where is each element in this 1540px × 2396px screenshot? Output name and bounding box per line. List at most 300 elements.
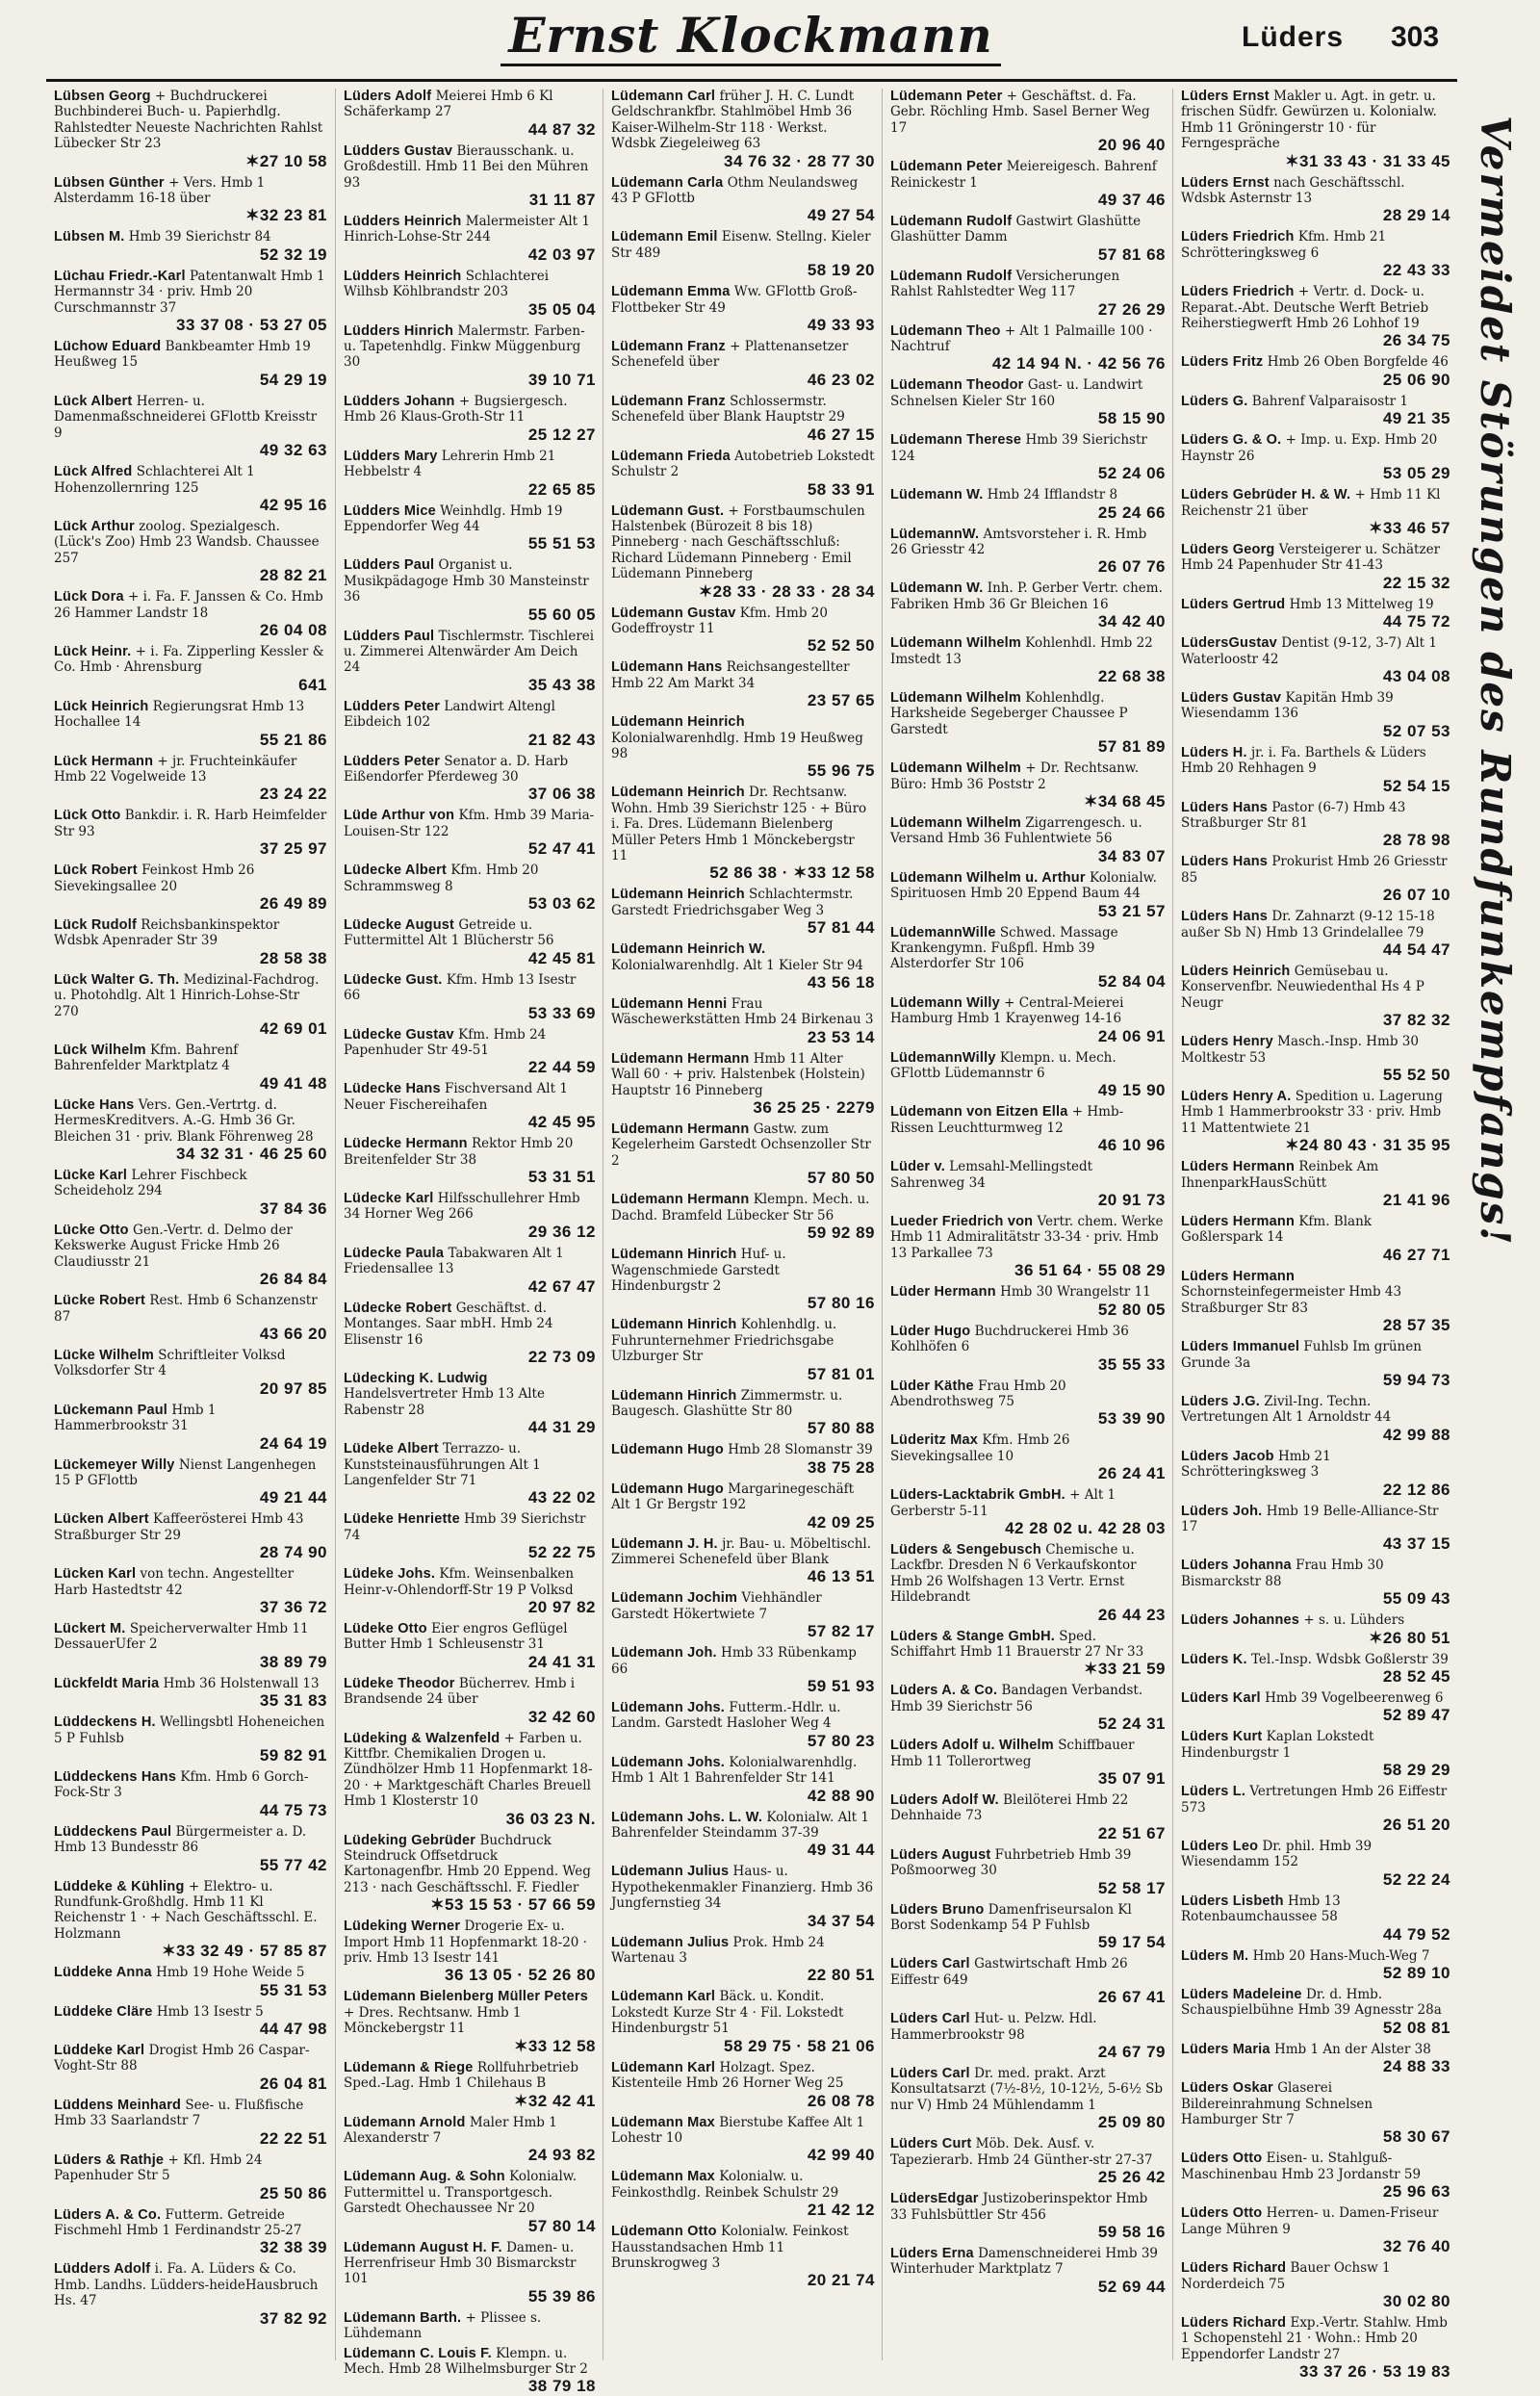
directory-entry — [336, 323, 603, 390]
entry-details: Organist u. Musikpädagoge Hmb 30 Mansteinstr 36 — [344, 557, 589, 605]
entry-phone: 26 84 84 — [259, 1270, 327, 1289]
directory-entry — [603, 1645, 883, 1696]
entry-details: Klempn. u. Mech. Hmb 28 Wilhelmsburger Str 2 — [344, 2345, 588, 2377]
entry-details: Kfm. Hmb 20 Schrammsweg 8 — [344, 863, 539, 894]
directory-entry — [46, 589, 335, 640]
entry-details: Patentanwalt Hmb 1 Hermannstr 34 · priv. Hmb 20 Curschmannstr 37 — [54, 268, 325, 316]
directory-entry — [603, 1051, 883, 1118]
entry-details: Gemüsebau u. Konservenfbr. Neuwiedenthal Hs 4 P Neugr — [1181, 964, 1424, 1011]
entry-phone: 38 89 79 — [259, 1652, 327, 1671]
directory-entry — [46, 1621, 335, 1672]
entry-name: Lüdeking & Walzenfeld — [344, 1730, 500, 1746]
directory-entry — [603, 175, 883, 226]
directory-entry — [883, 1542, 1173, 1625]
entry-phone: 22 51 67 — [1097, 1823, 1166, 1842]
directory-entry — [1173, 909, 1458, 960]
directory-column — [1172, 89, 1458, 2382]
entry-name: Lüde Arthur von — [344, 808, 455, 824]
entry-details: Drogist Hmb 26 Caspar-Voght-Str 88 — [54, 2043, 310, 2074]
entry-details: Damen- u. Herrenfriseur Hmb 30 Bismarckstr 101 — [344, 2239, 577, 2287]
entry-phone: 26 07 76 — [1097, 557, 1166, 577]
directory-entry — [46, 1769, 335, 1820]
entry-details: Hmb 28 Slomanstr 39 — [728, 1442, 873, 1458]
entry-phone: 59 51 93 — [807, 1677, 875, 1695]
entry-details: Bierstube Kaffee Alt 1 Lohestr 10 — [611, 2114, 865, 2146]
directory-entry — [1173, 690, 1458, 741]
entry-details: Frau Wäschewerkstätten Hmb 24 Birkenau 3 — [611, 996, 874, 1028]
entry-details: Kfm. Blank Goßlerspark 14 — [1181, 1214, 1372, 1246]
directory-entry — [883, 1159, 1173, 1210]
directory-entry — [883, 1214, 1173, 1280]
entry-phone: 52 07 53 — [1382, 721, 1450, 740]
entry-name: Lüdders Gustav — [344, 142, 453, 159]
entry-details: Hmb 39 Sierichstr 84 — [128, 229, 271, 245]
directory-entry — [46, 1714, 335, 1765]
directory-column — [882, 89, 1173, 2360]
entry-name: Lüdecke Paula — [344, 1245, 445, 1261]
directory-entry — [46, 1511, 335, 1562]
directory-entry — [883, 487, 1173, 522]
directory-entry — [603, 1317, 883, 1383]
directory-entry — [336, 1511, 603, 1562]
entry-phone: 52 89 10 — [1382, 1964, 1450, 1983]
directory-entry — [46, 2207, 335, 2258]
entry-details: + Alt 1 Gerberstr 5-11 — [890, 1487, 1116, 1519]
directory-entry — [1173, 89, 1458, 171]
entry-phone: 36 03 23 N. — [505, 1809, 596, 1828]
entry-phone: 58 29 29 — [1382, 1761, 1450, 1780]
directory-entry — [46, 175, 335, 226]
directory-entry — [1173, 1034, 1458, 1085]
entry-phone: 57 80 16 — [807, 1294, 875, 1313]
entry-phone: 59 58 16 — [1097, 2222, 1166, 2241]
entry-name: Lüders Georg — [1181, 541, 1275, 557]
directory-entry — [336, 1371, 603, 1437]
entry-name: Lüdders Paul — [344, 628, 435, 644]
entry-details: früher J. H. C. Lundt Geldschrankfbr. Stahlmöbel Hmb 36 Kaiser-Wilhelm-Str 118 · Werkst. Wdsbk Ziegeleiweg 63 — [611, 89, 855, 152]
entry-details: Inh. P. Gerber Vertr. chem. Fabriken Hmb 36 Gr Bleichen 16 — [890, 580, 1163, 612]
entry-name: Lüdemann Julius — [611, 1934, 730, 1950]
entry-name: Lüders Hans — [1181, 909, 1269, 925]
directory-entry — [46, 2004, 335, 2039]
entry-name: LüdemannWille — [890, 924, 996, 940]
directory-entry — [883, 89, 1173, 155]
directory-entry — [46, 89, 335, 171]
directory-entry — [336, 1566, 603, 1617]
entry-name: Lüdemann Wilhelm — [890, 689, 1021, 706]
entry-phone: 34 83 07 — [1097, 846, 1166, 865]
entry-name: Lücke Wilhelm — [54, 1347, 154, 1363]
entry-name: Lück Dora — [54, 589, 124, 605]
entry-name: Lüders Adolf u. Wilhelm — [890, 1738, 1054, 1754]
entry-name: Lüders Bruno — [890, 1901, 985, 1918]
entry-phone: 49 37 46 — [1097, 191, 1166, 210]
entry-phone: 26 44 23 — [1097, 1605, 1166, 1624]
entry-phone: 52 80 05 — [1097, 1300, 1166, 1319]
entry-phone: ✶27 10 58 — [245, 151, 327, 170]
entry-details: Kolonialw. Alt 1 Bahrenfelder Steindamm 37-39 — [611, 1809, 869, 1842]
directory-entry — [1173, 1612, 1458, 1647]
entry-phone: 37 25 97 — [259, 839, 327, 859]
entry-phone: 46 27 15 — [807, 425, 875, 444]
entry-name: Lüdemann Rudolf — [890, 214, 1013, 230]
page-header — [0, 0, 1540, 71]
entry-phone: 53 39 90 — [1097, 1409, 1166, 1429]
directory-entry — [1173, 394, 1458, 428]
entry-details: Kohlenhdl. Hmb 22 Imstedt 13 — [890, 635, 1153, 667]
entry-name: Lück Wilhelm — [54, 1043, 146, 1059]
entry-name: Lüders Erna — [890, 2245, 974, 2261]
entry-phone: ✶26 80 51 — [1369, 1628, 1450, 1647]
entry-name: Lüdders Peter — [344, 698, 441, 714]
entry-details: Hmb 26 Oben Borgfelde 46 — [1267, 354, 1449, 371]
entry-name: Lückemann Paul — [54, 1402, 168, 1418]
entry-details: Gen.-Vertr. d. Delmo der Kekswerke August Fricke Hmb 26 Claudiusstr 21 — [54, 1222, 293, 1270]
entry-details: i. Fa. A. Lüders & Co. Hmb. Landhs. Lüdders-heideHausbruch Hs. 47 — [54, 2261, 319, 2309]
entry-phone: 27 26 29 — [1097, 299, 1166, 319]
entry-phone: 55 60 05 — [527, 605, 596, 624]
entry-phone: 49 27 54 — [807, 206, 875, 225]
entry-details: Futterm.-Hdlr. u. Landm. Garstedt Hasloher Weg 4 — [611, 1700, 841, 1732]
entry-details: Justizoberinspektor Hmb 33 Fuhlsbüttler Str 456 — [890, 2191, 1148, 2223]
entry-phone: 26 49 89 — [259, 894, 327, 913]
entry-phone: 44 54 47 — [1382, 940, 1450, 959]
entry-phone: 55 96 75 — [807, 761, 875, 781]
entry-phone: 53 21 57 — [1097, 901, 1166, 920]
entry-details: Kolonialw. Futtermittel u. Transportgesch. Garstedt Ohechaussee Nr 20 — [344, 2169, 578, 2217]
entry-details: Rektor Hmb 20 Breitenfelder Str 38 — [344, 1136, 574, 1168]
directory-entry — [1173, 635, 1458, 686]
entry-phone: 52 54 15 — [1382, 776, 1450, 795]
entry-details: Kapitän Hmb 39 Wiesendamm 136 — [1181, 689, 1394, 722]
entry-phone: ✶32 42 41 — [514, 2091, 596, 2110]
entry-name: Lüders G. & O. — [1181, 432, 1282, 449]
directory-entry — [1173, 229, 1458, 280]
directory-entry — [883, 2136, 1173, 2187]
entry-details: Möb. Dek. Ausf. v. Tapezierarb. Hmb 24 Günther-str 27-37 — [890, 2136, 1153, 2168]
directory-entry — [883, 1050, 1173, 1101]
entry-phone: 23 24 22 — [259, 785, 327, 804]
entry-details: Huf- u. Wagenschmiede Garstedt Hindenburgstr 2 — [611, 1247, 786, 1294]
entry-phone: 52 08 81 — [1382, 2018, 1450, 2037]
directory-entry — [336, 1621, 603, 1672]
entry-name: Lück Robert — [54, 863, 138, 879]
entry-phone: 28 82 21 — [259, 566, 327, 585]
entry-phone: 26 34 75 — [1382, 331, 1450, 350]
directory-entry — [336, 1191, 603, 1242]
directory-entry — [603, 503, 883, 602]
entry-phone: 59 17 54 — [1097, 1933, 1166, 1952]
entry-phone: 55 09 43 — [1382, 1589, 1450, 1609]
directory-entry — [1173, 1987, 1458, 2038]
entry-phone: 25 50 86 — [259, 2183, 327, 2203]
entry-name: Lück Heinr. — [54, 643, 132, 659]
entry-details: Eisen- u. Stahlguß-Maschinenbau Hmb 23 Jordanstr 59 — [1181, 2151, 1422, 2182]
entry-name: Lüdemann Bielenberg Müller Peters — [344, 1989, 588, 2005]
entry-name: Lücken Karl — [54, 1566, 137, 1583]
entry-name: Lüders Johannes — [1181, 1612, 1300, 1629]
directory-entry — [1173, 1159, 1458, 1210]
entry-details: + Central-Meierei Hamburg Hmb 1 Krayenweg 14-16 — [890, 994, 1124, 1027]
entry-name: Lüders G. — [1181, 393, 1248, 409]
entry-details: Malermeister Alt 1 Hinrich-Lohse-Str 244 — [344, 214, 590, 245]
entry-phone: 46 13 51 — [807, 1567, 875, 1586]
directory-entry — [1173, 1729, 1458, 1780]
entry-phone: 25 26 42 — [1097, 2168, 1166, 2187]
entry-phone: 42 45 95 — [527, 1113, 596, 1132]
entry-name: Lüdemann Willy — [890, 994, 1000, 1011]
entry-name: Lüdemann Otto — [611, 2224, 717, 2240]
directory-entry — [1173, 2205, 1458, 2256]
directory-entry — [1173, 1504, 1458, 1555]
directory-entry — [336, 699, 603, 750]
directory-entry — [883, 269, 1173, 320]
entry-phone: ✶33 46 57 — [1369, 518, 1450, 537]
entry-details: Reichsangestellter Hmb 22 Am Markt 34 — [611, 659, 850, 691]
entry-details: Eisenw. Stellng. Kieler Str 489 — [611, 229, 871, 261]
entry-name: Lückemeyer Willy — [54, 1456, 175, 1473]
directory-entry — [1173, 1839, 1458, 1890]
entry-phone: 24 67 79 — [1097, 2043, 1166, 2062]
directory-entry — [1173, 2151, 1458, 2202]
directory-entry — [46, 1824, 335, 1875]
entry-name: Lüdeke Henriette — [344, 1511, 460, 1528]
entry-phone: 22 80 51 — [807, 1966, 875, 1985]
entry-details: jr. Bau- u. Möbeltischl. Zimmerei Schenefeld über Blank — [611, 1535, 872, 1567]
entry-phone: 43 56 18 — [807, 973, 875, 992]
directory-entry — [46, 1293, 335, 1344]
entry-phone: 52 32 19 — [259, 245, 327, 264]
entry-phone: 37 84 36 — [259, 1198, 327, 1218]
entry-name: Lüder Hermann — [890, 1284, 996, 1301]
entry-name: Lüdemann Theo — [890, 322, 1001, 339]
entry-phone: 39 10 71 — [527, 370, 596, 389]
directory-entry — [1173, 354, 1458, 389]
entry-phone: 43 22 02 — [527, 1488, 596, 1507]
entry-details: Meierei Hmb 6 Kl Schäferkamp 27 — [344, 89, 553, 120]
directory-entry — [603, 339, 883, 390]
entry-name: Lüdemann Heinrich — [611, 887, 745, 903]
entry-details: Hilfsschullehrer Hmb 34 Horner Weg 266 — [344, 1191, 580, 1223]
directory-entry — [336, 143, 603, 210]
brand-underline — [500, 64, 1001, 66]
entry-details: Makler u. Agt. in getr. u. frischen Südfr. Gewürzen u. Kolonialw. Hmb 11 Gröningerstr 10 · für Ferngespräche — [1181, 89, 1437, 152]
entry-name: LüdersEdgar — [890, 2191, 979, 2207]
entry-name: Lüdecke Robert — [344, 1300, 452, 1316]
entry-name: Lüdders Heinrich — [344, 268, 462, 284]
entry-name: Lüdemann Jochim — [611, 1590, 738, 1607]
entry-name: Lüders Carl — [890, 2011, 970, 2027]
entry-phone: 42 45 81 — [527, 948, 596, 967]
directory-entry — [1173, 800, 1458, 851]
entry-phone: 49 31 44 — [807, 1841, 875, 1860]
entry-phone: 22 43 33 — [1382, 261, 1450, 280]
directory-entry — [336, 972, 603, 1023]
directory-entry — [336, 2240, 603, 2306]
directory-entry — [603, 1442, 883, 1477]
directory-entry — [883, 2066, 1173, 2132]
entry-name: Lüdemann Johs. — [611, 1700, 726, 1715]
entry-phone: 49 41 48 — [259, 1073, 327, 1093]
directory-column — [335, 89, 603, 2396]
entry-details: Hmb 13 Isestr 5 — [156, 2003, 264, 2020]
entry-name: Lüders Gertrud — [1181, 596, 1286, 612]
entry-phone: 21 41 96 — [1382, 1191, 1450, 1210]
entry-details: Lehrerin Hmb 21 Hebbelstr 4 — [344, 448, 556, 480]
entry-phone: 46 10 96 — [1097, 1136, 1166, 1155]
entry-name: Lüdemann Hugo — [611, 1442, 724, 1458]
entry-phone: 641 — [298, 675, 327, 694]
directory-entry — [46, 1043, 335, 1094]
entry-phone: 58 30 67 — [1382, 2127, 1450, 2147]
entry-phone: 34 37 54 — [807, 1911, 875, 1930]
entry-name: Lüdemann Carl — [611, 89, 716, 104]
entry-details: Hmb 21 Schrötteringksweg 3 — [1181, 1448, 1331, 1481]
entry-phone: 31 11 87 — [528, 191, 596, 210]
entry-phone: 42 99 40 — [807, 2146, 875, 2165]
directory-entry — [1173, 542, 1458, 593]
entry-name: Lüdemann von Eitzen Ella — [890, 1104, 1068, 1121]
entry-name: Lüddeke Cläre — [54, 2003, 153, 2020]
entry-details: Kfm. Hmb 39 Maria-Louisen-Str 122 — [344, 808, 595, 839]
directory-entry — [603, 2224, 883, 2290]
directory-entry — [883, 377, 1173, 428]
entry-phone: 20 96 40 — [1097, 136, 1166, 155]
entry-phone: 33 37 08 · 53 27 05 — [176, 316, 327, 335]
entry-name: Lüdemann Karl — [611, 1989, 716, 2005]
entry-phone: 55 51 53 — [527, 534, 596, 554]
entry-details: Kolonialwarenhdlg. Alt 1 Kieler Str 94 — [611, 957, 863, 973]
entry-name: Lüdemann Hinrich — [611, 1387, 737, 1404]
entry-phone: 59 92 89 — [807, 1224, 875, 1243]
directory-entry — [603, 1989, 883, 2055]
entry-name: Lück Arthur — [54, 518, 135, 534]
entry-name: Lüdemann Aug. & Sohn — [344, 2169, 505, 2185]
entry-details: nach Geschäftsschl. Wdsbk Asternstr 13 — [1181, 174, 1405, 207]
entry-name: Lüders Hermann — [1181, 1159, 1296, 1175]
entry-details: Kolonialwarenhdlg. Hmb 19 Heußweg 98 — [611, 730, 863, 761]
directory-entry — [46, 269, 335, 335]
entry-details: Lehrer Fischbeck Scheideholz 294 — [54, 1168, 247, 1199]
entry-phone: 52 22 75 — [527, 1543, 596, 1562]
directory-columns — [46, 89, 1457, 2396]
entry-details: Othm Neulandsweg 43 P GFlottb — [611, 174, 859, 207]
entry-name: Lüder v. — [890, 1159, 945, 1175]
entry-name: Lüdemann W. — [890, 580, 984, 597]
directory-entry — [883, 2191, 1173, 2242]
entry-phone: 34 76 32 · 28 77 30 — [724, 151, 875, 170]
entry-name: Lüdecke Karl — [344, 1191, 434, 1207]
directory-entry — [46, 754, 335, 805]
directory-entry — [46, 1566, 335, 1617]
directory-entry — [336, 1301, 603, 1367]
entry-details: Hut- u. Pelzw. Hdl. Hammerbrookstr 98 — [890, 2011, 1097, 2043]
entry-name: Lüders Immanuel — [1181, 1339, 1300, 1355]
entry-details: Sped. Schiffahrt Hmb 11 Brauerstr 27 Nr 33 — [890, 1628, 1144, 1660]
entry-details: Landwirt Altengl Eibdeich 102 — [344, 698, 555, 731]
directory-entry — [603, 785, 883, 883]
entry-name: Lüdemann Peter — [890, 159, 1003, 175]
entry-name: Lüdders Adolf — [54, 2261, 151, 2278]
entry-details: Kfm. Hmb 6 Gorch-Fock-Str 3 — [54, 1769, 309, 1801]
entry-phone: 25 06 90 — [1382, 370, 1450, 389]
directory-entry — [336, 1027, 603, 1078]
entry-name: Lüders August — [890, 1846, 991, 1863]
entry-details: Fuhlsb Im grünen Grunde 3a — [1181, 1339, 1422, 1371]
entry-details: Viehhändler Garstedt Hökertwiete 7 — [611, 1590, 822, 1622]
entry-details: Hmb 36 Holstenwall 13 — [163, 1675, 320, 1691]
entry-name: Lüders A. & Co. — [54, 2206, 162, 2223]
entry-details: Speicherverwalter Hmb 11 DessauerUfer 2 — [54, 1620, 309, 1653]
entry-name: Lüdemann Heinrich — [611, 785, 745, 801]
directory-entry — [336, 754, 603, 805]
entry-phone: 52 69 44 — [1097, 2277, 1166, 2296]
directory-entry — [46, 917, 335, 968]
entry-details: Hmb 39 Sierichstr 124 — [890, 432, 1147, 464]
directory-entry — [883, 690, 1173, 757]
entry-name: Lüders A. & Co. — [890, 1683, 998, 1699]
entry-details: Hmb 19 Hohe Weide 5 — [156, 1965, 305, 1981]
directory-entry — [603, 284, 883, 335]
entry-name: Lüdemann Barth. — [344, 2309, 462, 2326]
directory-entry — [1173, 1394, 1458, 1445]
entry-details: Vertretungen Hmb 26 Eiffestr 573 — [1181, 1784, 1448, 1816]
entry-details: Schiffbauer Hmb 11 Tollerortweg — [890, 1738, 1135, 1769]
directory-entry — [1173, 1948, 1458, 1983]
directory-entry — [46, 519, 335, 585]
directory-entry — [603, 1536, 883, 1587]
entry-details: Bankdir. i. R. Harb Heimfelder Str 93 — [54, 808, 327, 839]
entry-name: Lüders & Sengebusch — [890, 1541, 1041, 1558]
entry-name: Lübsen Günther — [54, 174, 165, 191]
entry-name: Lüders Henry A. — [1181, 1089, 1292, 1105]
entry-phone: 46 27 71 — [1382, 1245, 1450, 1264]
entry-phone: 52 52 50 — [807, 636, 875, 656]
entry-name: Lüders & Stange GmbH. — [890, 1628, 1055, 1644]
directory-entry — [1173, 1449, 1458, 1500]
directory-entry — [603, 1755, 883, 1806]
directory-entry — [46, 972, 335, 1039]
entry-name: LüdemannW. — [890, 526, 980, 542]
entry-details: Exp.-Vertr. Stahlw. Hmb 1 Schopenstehl 21 · Wohn.: Hmb 20 Eppendorfer Landstr 27 — [1181, 2314, 1448, 2362]
entry-name: Lüdecke Albert — [344, 863, 448, 879]
entry-phone: 57 80 88 — [807, 1419, 875, 1438]
entry-name: Lueder Friedrich von — [890, 1214, 1034, 1230]
directory-entry — [336, 2346, 603, 2396]
entry-details: Bäck. u. Kondit. Lokstedt Kurze Str 4 · Fil. Lokstedt Hindenburgstr 51 — [611, 1989, 844, 2037]
directory-entry — [883, 2246, 1173, 2297]
entry-details: Hmb 11 Alter Wall 60 · + priv. Halstenbek (Holstein) Hauptstr 16 Pinneberg — [611, 1050, 865, 1098]
entry-name: Lüders Karl — [1181, 1689, 1261, 1706]
entry-name: Lüdemann C. Louis F. — [344, 2345, 492, 2361]
directory-entry — [1173, 597, 1458, 631]
entry-phone: 42 14 94 N. · 42 56 76 — [991, 354, 1166, 374]
entry-name: Lüders Hermann — [1181, 1214, 1296, 1230]
entry-details: Vertr. chem. Werke Hmb 11 Admiralitätstr 33-34 · priv. Hmb 13 Parkallee 73 — [890, 1214, 1164, 1261]
directory-entry — [603, 1864, 883, 1930]
brand-title: Ernst Klockmann — [508, 7, 993, 64]
entry-details: Bankbeamter Hmb 19 Heußweg 15 — [54, 339, 311, 371]
entry-phone: 52 24 06 — [1097, 464, 1166, 483]
entry-phone: ✶28 33 · 28 33 · 28 34 — [698, 581, 875, 601]
entry-phone: 43 66 20 — [259, 1324, 327, 1343]
entry-details: + s. u. Lühders — [1303, 1612, 1405, 1629]
side-banner — [1468, 116, 1526, 2358]
entry-phone: 49 21 35 — [1382, 409, 1450, 428]
entry-name: Lüdemann Hugo — [611, 1481, 724, 1497]
entry-details: Schlachtermstr. Garstedt Friedrichsgaber Weg 3 — [611, 887, 854, 918]
entry-phone: 55 31 53 — [259, 1980, 327, 1999]
